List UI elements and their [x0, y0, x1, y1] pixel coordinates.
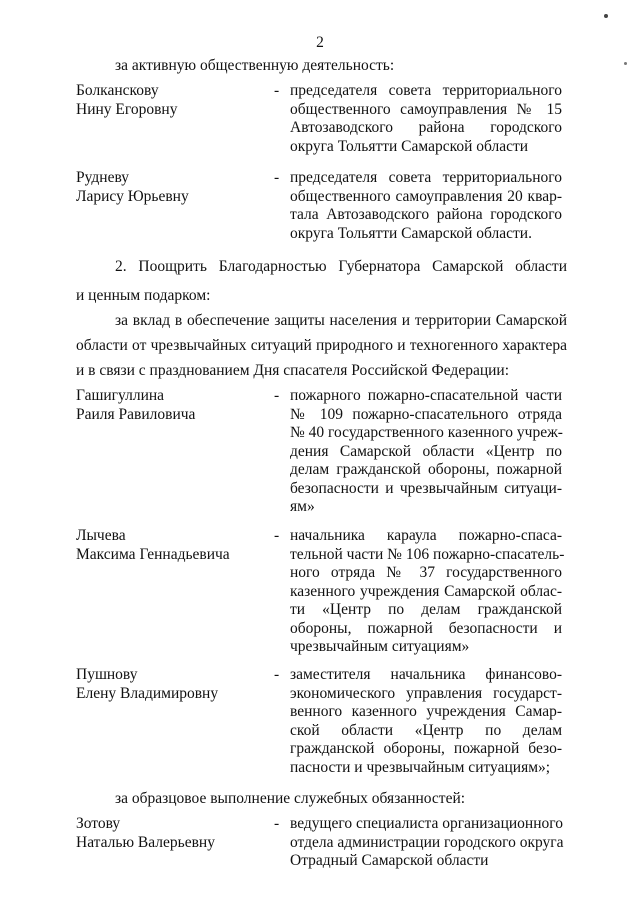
- scan-speck: [624, 62, 627, 65]
- awardee-position: пожарного пожарно-спасательной части № 109 пожарно-спасательного отряда № 40 государственного казенного учреж- дения Самарской области «Центр по делам гражданской обороны, пожарной безопасности и чрезвычайным ситуаци- ям»: [290, 387, 563, 515]
- dash-separator: -: [274, 387, 280, 404]
- dash-separator: -: [274, 169, 280, 186]
- dash-separator: -: [274, 527, 280, 544]
- dash-separator: -: [274, 815, 280, 832]
- awardee-name: Гашигуллина Раиля Равиловича: [76, 387, 196, 423]
- section-heading-service-duties: за образцовое выполнение служебных обязанностей:: [115, 790, 466, 807]
- paragraph-3-line: области от чрезвычайных ситуаций природного и техногенного характера: [76, 337, 567, 354]
- awardee-position: председателя совета территориального общественного самоуправления № 15 Автозаводского района городского округа Тольятти Самарской области: [290, 82, 562, 155]
- paragraph-2-line: и ценным подарком:: [76, 287, 211, 304]
- awardee-name: Пушнову Елену Владимировну: [76, 666, 219, 702]
- section-heading-public-activity: за активную общественную деятельность:: [115, 57, 395, 74]
- scan-speck: [604, 14, 608, 18]
- paragraph-2-line: 2. Поощрить Благодарностью Губернатора Самарской области: [115, 258, 567, 275]
- awardee-name: Зотову Наталью Валерьевну: [76, 815, 215, 851]
- awardee-position: начальника караула пожарно-спаса- тельной части № 106 пожарно-спасатель- ного отряда № 37 государственного казенного учреждения Самарской облас- ти «Центр по делам гражданской обороны, пожарной безопасности и чрезвычайным ситуациям»: [290, 527, 565, 655]
- awardee-name: Болканскову Нину Егоровну: [76, 82, 178, 118]
- dash-separator: -: [274, 666, 280, 683]
- awardee-position: председателя совета территориального общественного самоуправления 20 квар- тала Автозаводского района городского округа Тольятти Самарской области.: [290, 169, 562, 242]
- awardee-position: ведущего специалиста организационного отдела администрации городского округа Отрадный Самарской области: [290, 815, 564, 869]
- dash-separator: -: [274, 82, 280, 99]
- awardee-position: заместителя начальника финансово- экономического управления государст- венного казенного учреждения Самар- ской области «Центр по делам гражданской обороны, пожарной безо- пасности и чрезвычайным ситуациям»;: [290, 666, 562, 776]
- awardee-name: Рудневу Ларису Юрьевну: [76, 169, 189, 205]
- page-number: 2: [316, 34, 324, 51]
- paragraph-3-line: и в связи с празднованием Дня спасателя Российской Федерации:: [76, 362, 510, 379]
- awardee-name: Лычева Максима Геннадьевича: [76, 527, 230, 563]
- paragraph-3-line: за вклад в обеспечение защиты населения и территории Самарской: [115, 312, 567, 329]
